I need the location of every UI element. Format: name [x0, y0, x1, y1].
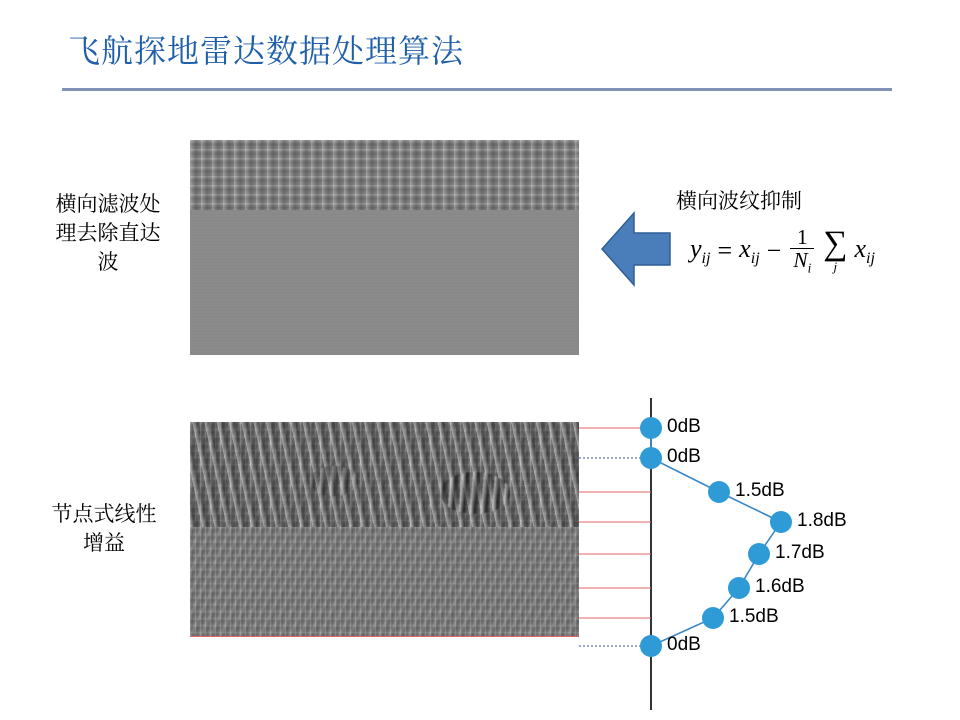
chart-node — [748, 543, 770, 565]
chart-node-label: 1.6dB — [755, 576, 805, 597]
formula-fraction: $\frac{1}{N_i}$ — [790, 226, 814, 276]
radar-bottom-guideline — [190, 636, 579, 637]
chart-node-label: 1.7dB — [775, 542, 825, 563]
chart-node-label: 0dB — [667, 634, 701, 655]
formula-summation: ∑ j — [823, 225, 848, 274]
formula-fraction-denominator: $N_i$ — [790, 248, 814, 275]
formula-minus: − — [766, 235, 782, 265]
radar-anomaly-blob — [440, 472, 510, 514]
chart-guidelines — [579, 428, 651, 646]
chart-node — [640, 635, 662, 657]
radar-texture-upper — [190, 422, 579, 527]
title-divider — [62, 88, 892, 91]
radargram-filtered-image — [190, 140, 579, 355]
formula-term1: $x_{ij}$ — [739, 233, 760, 267]
gain-chart-svg — [579, 398, 960, 710]
chart-node-label: 1.5dB — [729, 606, 779, 627]
label-horizontal-filter: 横向滤波处理去除直达波 — [55, 193, 161, 274]
annotation-ripple-suppression: 横向波纹抑制 — [676, 190, 802, 213]
chart-node-label: 1.5dB — [735, 480, 785, 501]
chart-node — [728, 577, 750, 599]
radar-texture-streaks — [190, 140, 579, 210]
formula-equals: = — [717, 235, 733, 265]
chart-node-label: 1.8dB — [797, 510, 847, 531]
gain-node-chart — [579, 398, 960, 710]
arrow-left-icon — [600, 205, 672, 293]
chart-node — [702, 607, 724, 629]
chart-node — [640, 447, 662, 469]
chart-node-label: 0dB — [667, 416, 701, 437]
page-title: 飞航探地雷达数据处理算法 — [68, 33, 465, 69]
chart-node — [640, 417, 662, 439]
formula-term2: $x_{ij}$ — [854, 233, 875, 267]
chart-node — [708, 481, 730, 503]
formula-ripple-suppression — [690, 226, 875, 276]
radar-anomaly-blob — [310, 466, 358, 496]
radargram-gain-image — [190, 422, 579, 637]
formula-lhs: $y_{ij}$ — [690, 233, 711, 267]
chart-node-label: 0dB — [667, 446, 701, 467]
chart-node — [770, 511, 792, 533]
label-node-linear-gain: 节点式线性增益 — [51, 503, 157, 555]
